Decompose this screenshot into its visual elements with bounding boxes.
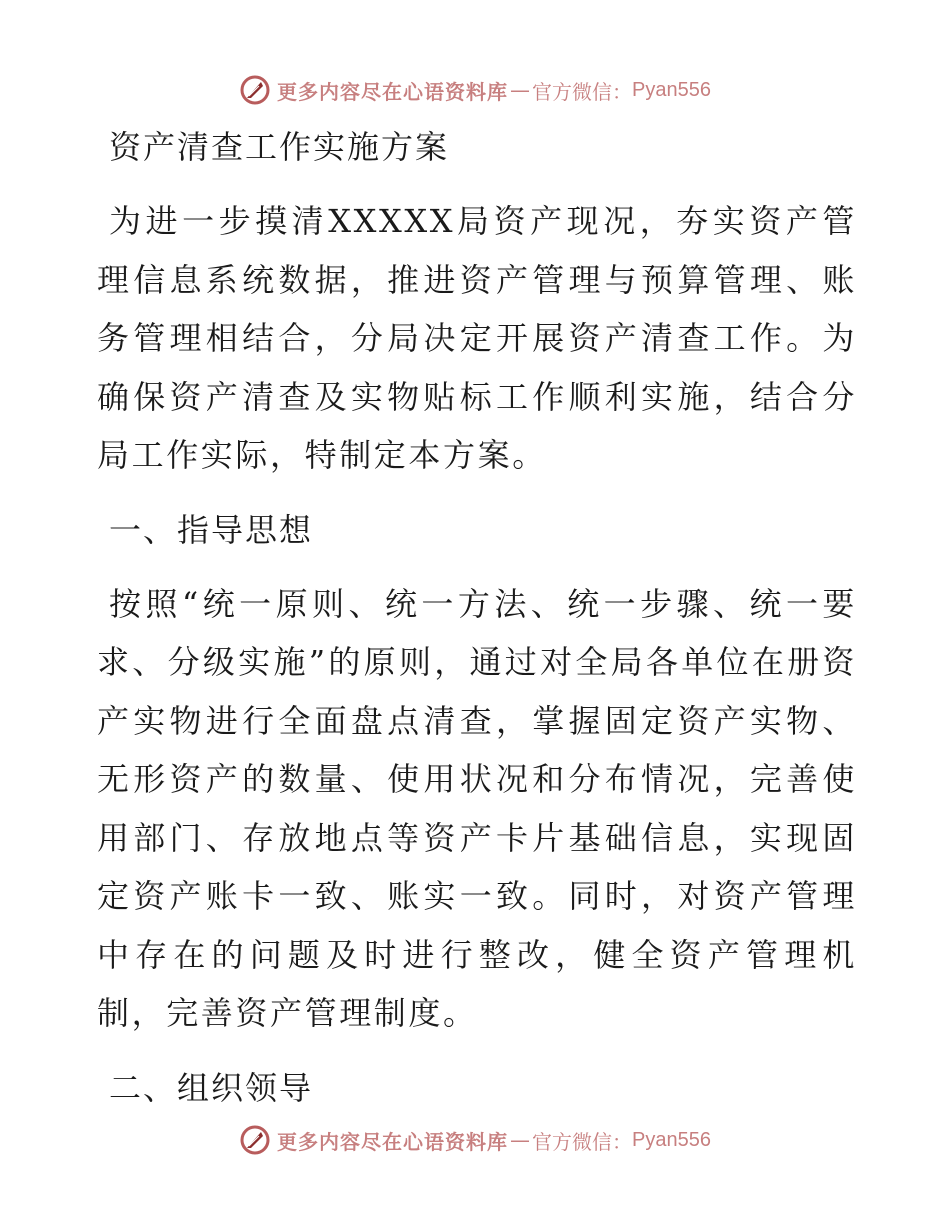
- spacer: [97, 559, 857, 575]
- spacer: [97, 1043, 857, 1059]
- header-watermark: [0, 70, 950, 110]
- feather-seal-icon: [239, 74, 271, 106]
- watermark-dash: —: [510, 1128, 531, 1152]
- watermark-id: Pyan556: [632, 78, 711, 101]
- feather-seal-icon: [239, 1124, 271, 1156]
- section-heading-2: 二、组织领导: [109, 1068, 314, 1107]
- document-title: 资产清查工作实施方案: [109, 128, 450, 166]
- footer-watermark: [0, 1120, 950, 1160]
- section-body-1: 按照“统一原则、统一方法、统一步骤、统一要求、分级实施”的原则，通过对全局各单位在册资产实物进行全面盘点清查，掌握固定资产实物、无形资产的数量、使用状况和分布情况，完善使用部门、存放地点等资产卡片基础信息，实现固定资产账卡一致、账实一致。同时，对资产管理中存在的问题及时进行整改，健全资产管理机制，完善资产管理制度。: [97, 584, 857, 1032]
- watermark-official: 官方微信：: [532, 79, 633, 104]
- intro-paragraph: 为进一步摸清XXXXX局资产现况，夯实资产管理信息系统数据，推进资产管理与预算管理、账务管理相结合，分局决定开展资产清查工作。为确保资产清查及实物贴标工作顺利实施，结合分局工作实际，特制定本方案。: [97, 202, 857, 474]
- watermark-brand: 更多内容尽在心语资料库: [277, 79, 509, 104]
- watermark-official: 官方微信：: [532, 1129, 633, 1154]
- watermark-brand: 更多内容尽在心语资料库: [277, 1129, 509, 1154]
- watermark-id: Pyan556: [632, 1128, 711, 1151]
- document-body: [97, 118, 857, 1117]
- spacer: [97, 176, 857, 192]
- watermark-dash: —: [510, 78, 531, 102]
- section-heading-1: 一、指导思想: [109, 510, 314, 549]
- spacer: [97, 485, 857, 501]
